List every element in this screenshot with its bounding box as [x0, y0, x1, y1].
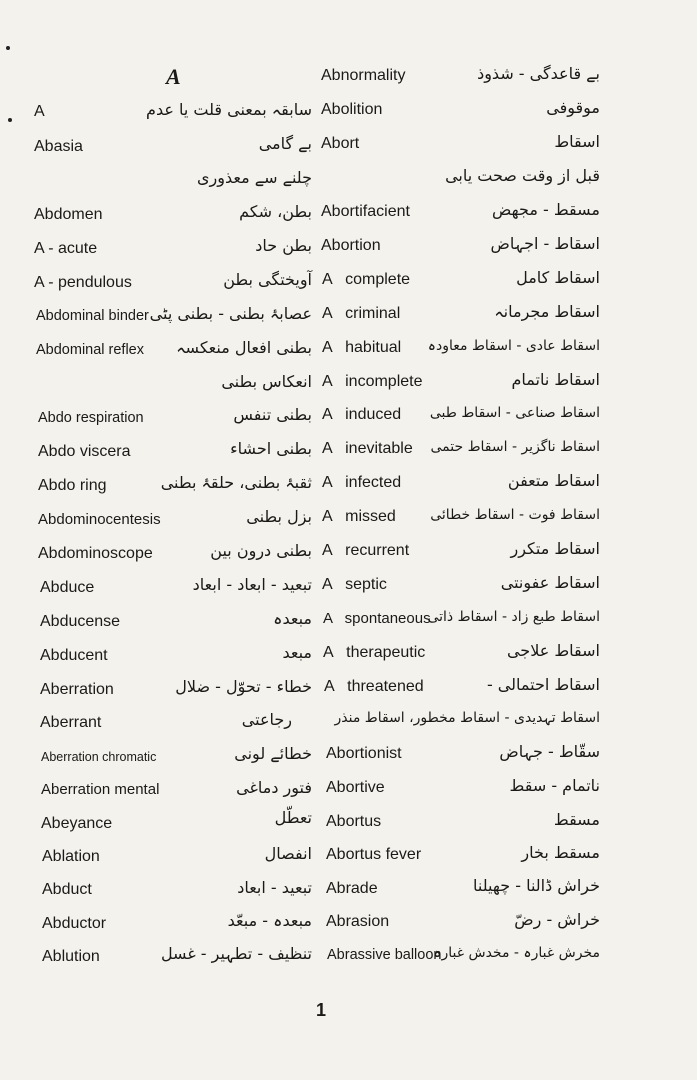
- entry-translation: تبعید - ابعاد: [237, 878, 312, 897]
- entry-term: A criminal: [322, 305, 401, 322]
- entry-term: A - acute: [34, 240, 98, 257]
- entry-term: Abortionist: [326, 745, 402, 762]
- entry-term: Abrasion: [326, 913, 390, 930]
- entry-term: A therapeutic: [323, 644, 426, 661]
- entry-translation: تبعید - ابعاد - ابعاد: [192, 575, 312, 594]
- entry-translation: اسقاط - اجہاض: [490, 234, 600, 253]
- entry-term: Abolition: [321, 101, 383, 118]
- entry-term: Abnormality: [321, 67, 406, 84]
- entry-translation: اسقاط ناگزیر - اسقاط حتمی: [430, 439, 600, 455]
- entry-translation: قبل از وقت صحت یابی: [445, 166, 600, 185]
- entry-term: Abdominal binder: [36, 308, 149, 324]
- entry-translation: تنظیف - تطہیر - غسل: [160, 944, 312, 963]
- entry-translation: اسقاط تہدیدی - اسقاط مخطور، اسقاط منذر: [334, 710, 600, 726]
- entry-translation: خراش ڈالنا - چھیلنا: [473, 876, 600, 895]
- entry-term: A recurrent: [322, 542, 410, 559]
- entry-translation: اسقاط مجرمانہ: [494, 302, 600, 321]
- entry-term: Abdo respiration: [38, 410, 144, 426]
- entry-term: Abrade: [326, 880, 378, 897]
- entry-translation: تعطّل: [274, 808, 312, 827]
- entry-translation: مبعدہ: [273, 609, 312, 628]
- entry-term: Abdominoscope: [38, 545, 153, 562]
- entry-translation: مبعد: [282, 643, 312, 662]
- entry-term: Ablution: [42, 948, 100, 965]
- entry-translation: اسقاط متکرر: [510, 539, 600, 558]
- entry-translation: عصابۂ بطنی - بطنی پٹی: [149, 304, 312, 323]
- entry-term: Abeyance: [41, 815, 113, 832]
- entry-term: A complete: [322, 271, 411, 288]
- entry-term: Abortus: [326, 813, 382, 830]
- entry-term: Abortus fever: [326, 846, 422, 863]
- entry-translation: مسقط - مجھض: [492, 200, 600, 219]
- entry-translation: خطاء - تحوّل - ضلال: [175, 677, 312, 696]
- entry-term: Aberration mental: [41, 781, 160, 798]
- speck-mark: [6, 46, 10, 50]
- section-letter: A: [166, 64, 181, 89]
- entry-translation: اسقاط کامل: [516, 268, 600, 287]
- entry-translation: بطنی افعال منعکسہ: [176, 338, 312, 357]
- entry-term: A spontaneous: [323, 610, 431, 627]
- entry-translation: بطن حاد: [255, 236, 312, 255]
- entry-translation: بطنی درون بین: [210, 541, 312, 560]
- entry-term: Aberration chromatic: [41, 750, 157, 764]
- entry-translation: اسقاط احتمالی -: [486, 675, 600, 694]
- entry-translation: رجاعتی: [241, 710, 292, 729]
- entry-term: A septic: [322, 576, 387, 593]
- entry-term: A habitual: [322, 339, 402, 356]
- entry-term: Abdominal reflex: [36, 342, 144, 358]
- entry-term: Abdomen: [34, 206, 103, 223]
- entry-translation: انفصال: [264, 844, 312, 863]
- entry-term: A - pendulous: [34, 274, 132, 291]
- entry-translation: مسقط: [553, 810, 600, 829]
- entry-term: A inevitable: [322, 440, 413, 457]
- entry-translation: ناتمام - سقط: [509, 776, 600, 795]
- entry-term: Abortive: [326, 779, 385, 796]
- entry-translation: اسقاط عادی - اسقاط معاودہ: [427, 338, 600, 354]
- entry-translation: بزل بطنی: [246, 507, 312, 526]
- entry-term: Abdo ring: [38, 477, 107, 494]
- entry-translation: اسقاط عفونتی: [500, 573, 600, 592]
- entry-translation: اسقاط صناعی - اسقاط طبی: [429, 405, 600, 421]
- entry-translation: فتور دماغی: [236, 778, 312, 797]
- entry-term: Abductor: [42, 915, 107, 932]
- entry-translation: اسقاط طبع زاد - اسقاط ذاتی: [427, 609, 600, 625]
- entry-term: A threatened: [324, 678, 424, 695]
- entry-translation: بطن، شکم: [239, 202, 312, 221]
- entry-translation: مخرش غبارہ - مخدش غبارہ: [433, 945, 600, 961]
- entry-term: Aberrant: [40, 714, 102, 731]
- speck-mark: [8, 118, 12, 122]
- entry-term: A: [34, 103, 45, 120]
- entry-translation: بطنی تنفس: [233, 405, 312, 424]
- entry-term: Aberration: [40, 681, 114, 698]
- entry-term: Abdominocentesis: [38, 511, 161, 528]
- entry-translation: چلنے سے معذوری: [196, 168, 312, 187]
- entry-term: Abasia: [34, 138, 83, 155]
- entry-translation: خطائے لونی: [234, 744, 312, 763]
- entry-translation: انعکاس بطنی: [221, 372, 312, 391]
- entry-term: Abortifacient: [321, 203, 410, 220]
- entry-term: A incomplete: [322, 373, 423, 390]
- entry-translation: اسقاط علاجی: [506, 641, 600, 660]
- entry-translation: بطنی احشاء: [230, 439, 312, 458]
- entry-translation: موقوفی: [546, 98, 600, 117]
- entry-term: Abrassive balloon: [327, 947, 442, 963]
- entry-translation: خراش - رضّ: [514, 910, 600, 929]
- entry-translation: ثقبۂ بطنی، حلقۂ بطنی: [160, 473, 312, 492]
- page-number: 1: [316, 1000, 327, 1020]
- entry-translation: اسقاط متعفن: [507, 471, 600, 490]
- entry-translation: اسقاط ناتمام: [511, 370, 600, 389]
- entry-term: Abduce: [40, 579, 95, 596]
- entry-translation: بے گامی: [258, 134, 312, 153]
- entry-translation: سابقہ بمعنی قلت یا عدم: [146, 100, 312, 119]
- entry-term: Ablation: [42, 848, 100, 865]
- entry-term: Abduct: [42, 881, 92, 898]
- entry-translation: سقّاط - جہاض: [499, 742, 600, 761]
- entry-translation: اسقاط فوت - اسقاط خطائی: [430, 507, 600, 523]
- entry-term: A missed: [322, 508, 396, 525]
- entry-term: A induced: [322, 406, 402, 423]
- entry-term: Abdo viscera: [38, 443, 131, 460]
- entry-term: A infected: [322, 474, 402, 491]
- entry-translation: مسقط بخار: [521, 843, 600, 862]
- entry-translation: بے قاعدگی - شذوذ: [477, 64, 600, 83]
- entry-translation: مبعدہ - مبعّد: [227, 911, 312, 930]
- entry-translation: آویختگی بطن: [223, 270, 312, 289]
- entry-term: Abducense: [40, 613, 121, 630]
- entry-term: Abducent: [40, 647, 108, 664]
- entry-term: Abortion: [321, 237, 381, 254]
- entry-translation: اسقاط: [554, 132, 600, 151]
- entry-term: Abort: [321, 135, 360, 152]
